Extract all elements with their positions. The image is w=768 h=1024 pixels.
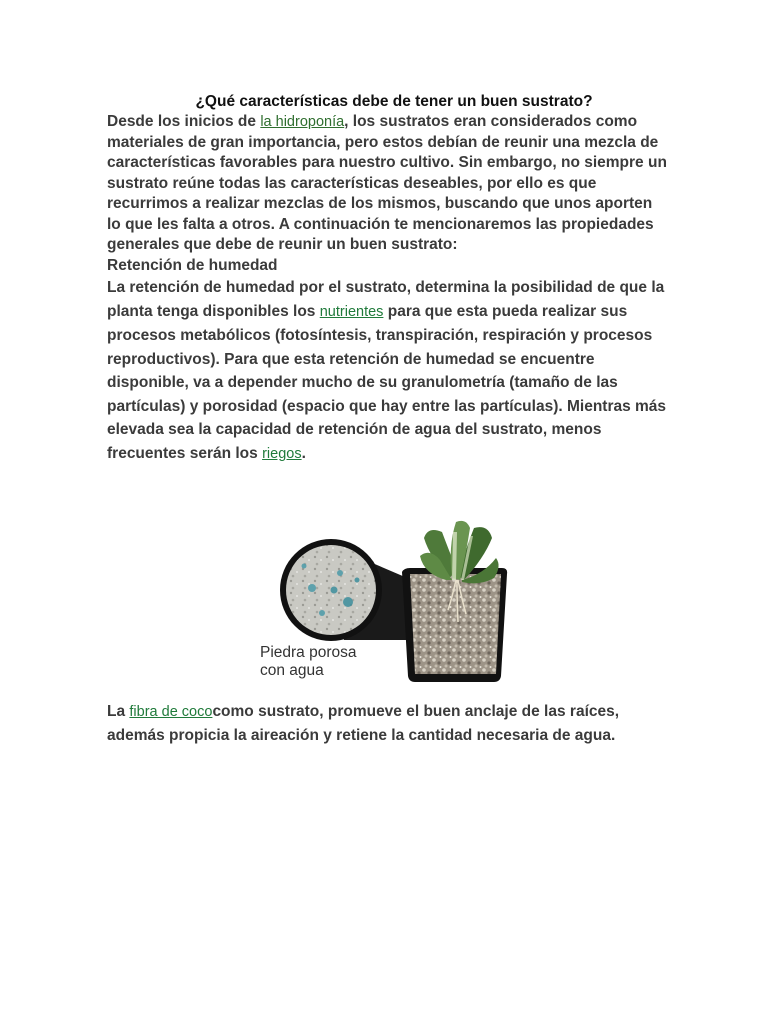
riegos-link[interactable]: riegos [262, 445, 302, 462]
intro-text-start: Desde los inicios de [107, 113, 261, 130]
coco-section [107, 700, 667, 748]
intro-text-end: , los sustratos eran considerados como materiales de gran importancia, pero estos debían de reunir una mezcla de características favorables para nuestro cultivo. Sin embargo, no siempre un sustrato reúne todas las características deseables, por ello es que recurrimos a realizar mezclas de los mismos, buscando que unos aporten lo que les falta a otros. A continuación te mencionaremos las propiedades generales que debe de reunir un buen sustrato: [107, 113, 667, 253]
figure-caption [260, 644, 357, 680]
retention-text-end: . [301, 444, 306, 462]
retention-text-middle: para que esta pueda realizar sus procesos metabólicos (fotosíntesis, transpiración, respiración y procesos reproductivos). Para que esta retención de humedad se encuentre disponible, va a depender mucho de su granulometría (tamaño de las partículas) y porosidad (espacio que hay entre las partículas). Mientras más elevada sea la capacidad de retención de agua del sustrato, menos frecuentes serán los [107, 302, 667, 462]
document-title: ¿Qué características debe de tener un buen sustrato? [195, 93, 593, 110]
nutrientes-link[interactable]: nutrientes [319, 303, 384, 320]
caption-line-1: Piedra porosa [260, 644, 357, 661]
substrate-illustration [252, 518, 508, 690]
retention-text-start: La retención de humedad por el sustrato, determina la posibilidad de que la planta tenga disponibles los [107, 279, 665, 320]
coco-text-start: La [107, 703, 130, 720]
caption-line-2: con agua [260, 662, 324, 679]
gravel-substrate [410, 574, 501, 674]
hidroponia-link[interactable]: la hidroponía [260, 114, 345, 130]
retention-paragraph [107, 276, 667, 466]
fibra-de-coco-link[interactable]: fibra de coco [129, 704, 213, 720]
coco-paragraph [107, 700, 667, 748]
intro-paragraph [107, 112, 667, 256]
document-page [107, 92, 667, 466]
section-heading: Retención de humedad [107, 256, 278, 274]
coco-text-end: como sustrato, promueve el buen anclaje de las raíces, además propicia la aireación y retiene la cantidad necesaria de agua. [107, 703, 620, 744]
